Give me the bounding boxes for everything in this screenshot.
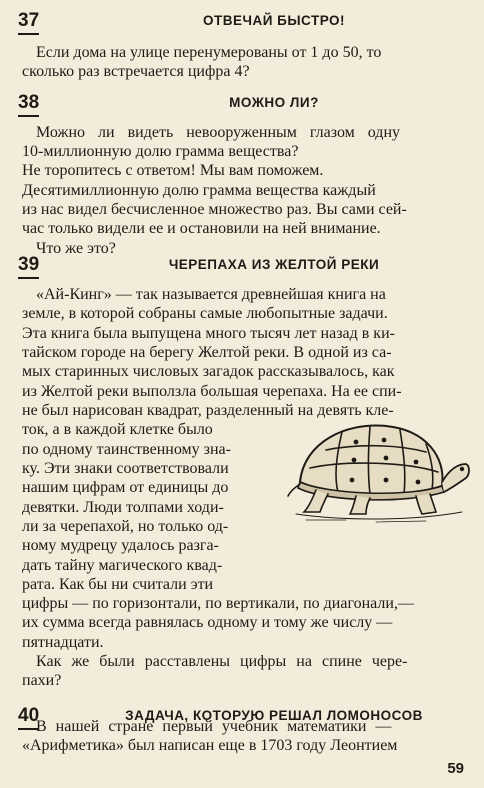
text-line: Что же это? [36,240,116,257]
problem-title: ЧЕРЕПАХА ИЗ ЖЕЛТОЙ РЕКИ [168,257,380,272]
problem-39-header [18,254,470,280]
text-line: Эта книга была выпущена много тысяч лет назад в ки- [22,325,395,342]
problem-number: 39 [18,254,39,279]
text-line: пахи? [22,672,62,689]
text-line: Не торопитесь с ответом! Мы вам поможем. [22,162,324,179]
text-line: пятнадцати. [22,634,104,651]
text-line: дать тайну магического квад- [22,557,223,574]
text-line: Можно ли видеть невооруженным глазом одну [36,124,400,141]
text-line: цифры — по горизонтали, по вертикали, по диагонали,— [22,595,414,612]
problem-37-header [18,10,470,36]
text-line: нашим цифрам от единицы до [22,479,229,496]
text-line: ток, а в каждой клетке было [22,421,213,438]
text-line: девятки. Люди толпами ходи- [22,499,224,516]
text-line: их сумма всегда равнялась одному и тому же числу — [22,614,393,631]
text-line: ли за черепахой, но только од- [22,518,229,535]
text-line: из Желтой реки выползла большая черепаха. На ее спи- [22,383,402,400]
problem-title: МОЖНО ЛИ? [229,95,319,110]
text-line: «Арифметика» был написан еще в 1703 году Леонтием [22,737,398,754]
problem-number: 38 [18,92,39,117]
text-line: Десятимиллионную долю грамма вещества каждый [22,182,376,199]
problem-number: 37 [18,10,39,35]
problem-38-header [18,92,470,118]
text-line: тайском городе на берегу Желтой реки. В одной из са- [22,344,392,361]
text-line: по одному таинственному зна- [22,441,231,458]
text-line: ному мудрецу удалось разга- [22,537,219,554]
text-line: из нас видел бесчисленное множество раз. Вы сами сей- [22,201,407,218]
text-line: мых старинных числовых загадок рассказывалось, как [22,363,395,380]
problem-title: ОТВЕЧАЙ БЫСТРО! [202,13,346,28]
text-line: «Ай-Кинг» — так называется древнейшая книга на [36,286,386,303]
problem-title: ЗАДАЧА, КОТОРУЮ РЕШАЛ ЛОМОНОСОВ [125,708,423,723]
problem-number: 40 [18,705,39,730]
text-line: ку. Эти знаки соответствовали [22,460,229,477]
text-line: земле, в которой собраны самые любопытные задачи. [22,305,388,322]
text-line: Если дома на улице перенумерованы от 1 до 50, то [36,44,382,61]
text-line: Как же были расставлены цифры на спине чере- [36,653,408,670]
text-line: сколько раз встречается цифра 4? [22,63,250,80]
text-line: не был нарисован квадрат, разделенный на девять кле- [22,402,394,419]
text-line: В нашей стране первый учебник математики — [36,718,392,735]
text-line: 10-миллионную долю грамма вещества? [22,143,299,160]
text-line: час только видели ее и остановили на ней внимание. [22,220,381,237]
text-line: рата. Как бы ни считали эти [22,576,214,593]
page-number: 59 [447,760,464,777]
turtle-illustration [286,402,470,530]
